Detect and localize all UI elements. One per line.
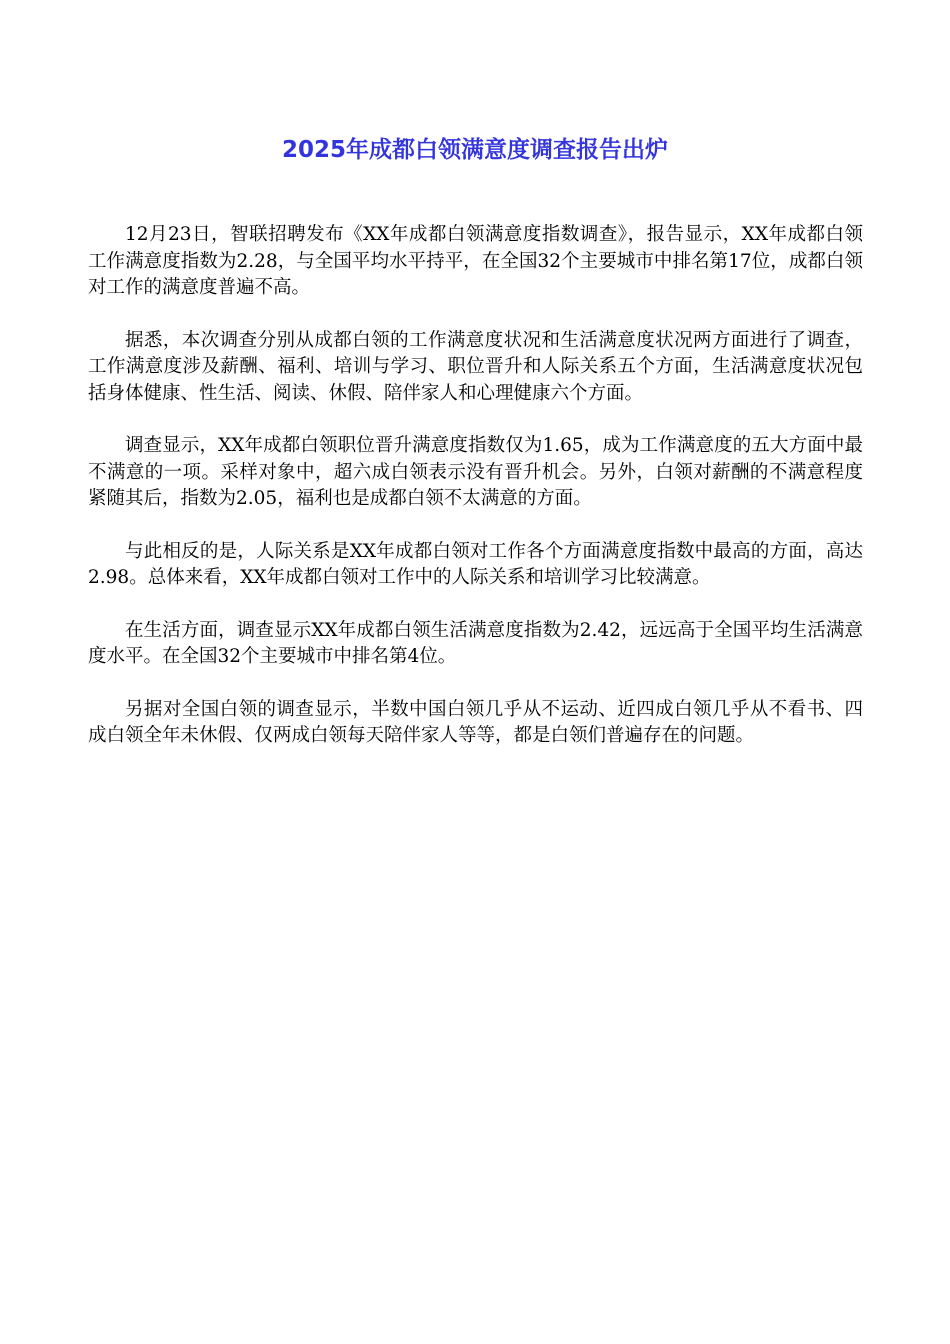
document-body (88, 222, 863, 776)
paragraph-6: 另据对全国白领的调查显示，半数中国白领几乎从不运动、近四成白领几乎从不看书、四成白领全年未休假、仅两成白领每天陪伴家人等等，都是白领们普遍存在的问题。 (88, 698, 863, 746)
paragraph-1: 12月23日，智联招聘发布《XX年成都白领满意度指数调查》，报告显示，XX年成都白领工作满意度指数为2.28，与全国平均水平持平，在全国32个主要城市中排名第17位，成都白领对工作的满意度普遍不高。 (88, 224, 863, 298)
paragraph-3: 调查显示，XX年成都白领职位晋升满意度指数仅为1.65，成为工作满意度的五大方面中最不满意的一项。采样对象中，超六成白领表示没有晋升机会。另外，白领对薪酬的不满意程度紧随其后，指数为2.05，福利也是成都白领不太满意的方面。 (88, 435, 863, 509)
paragraph-4: 与此相反的是，人际关系是XX年成都白领对工作各个方面满意度指数中最高的方面，高达2.98。总体来看，XX年成都白领对工作中的人际关系和培训学习比较满意。 (88, 540, 863, 588)
document-title: 2025年成都白领满意度调查报告出炉 (281, 137, 668, 163)
paragraph-2: 据悉，本次调查分别从成都白领的工作满意度状况和生活满意度状况两方面进行了调查，工作满意度涉及薪酬、福利、培训与学习、职位晋升和人际关系五个方面，生活满意度状况包括身体健康、性生活、阅读、休假、陪伴家人和心理健康六个方面。 (88, 329, 863, 404)
paragraph-5: 在生活方面，调查显示XX年成都白领生活满意度指数为2.42，远远高于全国平均生活满意度水平。在全国32个主要城市中排名第4位。 (88, 619, 863, 667)
